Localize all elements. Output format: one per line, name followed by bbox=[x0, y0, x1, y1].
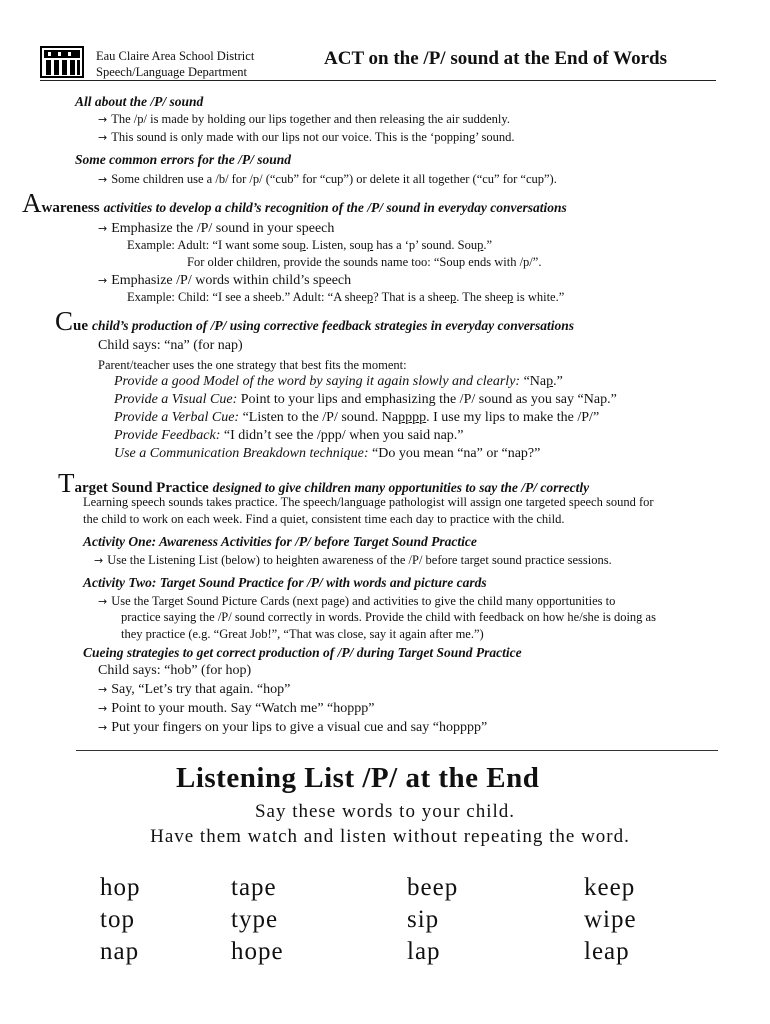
activity-two-item-cont: practice saying the /P/ sound correctly in words. Provide the child with feedback on how he/she is doing as bbox=[121, 610, 656, 624]
cue-strategy: Provide a good Model of the word by saying it again slowly and clearly: “Nap.” bbox=[114, 374, 563, 389]
listening-word: beep bbox=[407, 874, 459, 901]
awareness-example: Example: Adult: “I want some soup. Listen, soup has a ‘p’ sound. Soup.” bbox=[127, 238, 493, 252]
listening-word: tape bbox=[231, 874, 277, 901]
listening-word: type bbox=[231, 906, 279, 933]
cueing-item: → Put your fingers on your lips to give a visual cue and say “hopppp” bbox=[98, 720, 488, 735]
activity-two-item: → Use the Target Sound Picture Cards (next page) and activities to give the child many opportunities to bbox=[98, 594, 616, 608]
cue-desc: child’s production of /P/ using corrective feedback strategies in everyday conversations bbox=[92, 318, 574, 333]
awareness-item: → Emphasize the /P/ sound in your speech bbox=[98, 221, 335, 236]
listening-word: hope bbox=[231, 938, 284, 965]
listening-word: sip bbox=[407, 906, 440, 933]
awareness-heading bbox=[22, 188, 567, 219]
listening-word: lap bbox=[407, 938, 441, 965]
cueing-item: → Say, “Let’s try that again. “hop” bbox=[98, 682, 291, 697]
cueing-item: → Point to your mouth. Say “Watch me” “hoppp” bbox=[98, 701, 375, 716]
listening-word: wipe bbox=[584, 906, 637, 933]
awareness-initial: A bbox=[22, 188, 42, 218]
listening-title: Listening List /P/ at the End bbox=[176, 762, 540, 794]
errors-item: → Some children use a /b/ for /p/ (“cub” for “cup”) or delete it all together (“cu” for “cup”). bbox=[98, 172, 557, 186]
cue-strategy: Use a Communication Breakdown technique: “Do you mean “na” or “nap?” bbox=[114, 446, 541, 461]
awareness-item: → Emphasize /P/ words within child’s speech bbox=[98, 273, 352, 288]
activity-two-item-cont: they practice (e.g. “Great Job!”, “That was close, say it again after me.”) bbox=[121, 627, 484, 641]
listening-word: top bbox=[100, 906, 135, 933]
awareness-example-older: For older children, provide the sounds name too: “Soup ends with /p/”. bbox=[187, 255, 542, 269]
page-title: ACT on the /P/ sound at the End of Words bbox=[324, 48, 667, 69]
awareness-example: Example: Child: “I see a sheeb.” Adult: “A sheep? That is a sheep. The sheep is white.” bbox=[127, 290, 565, 304]
target-desc: designed to give children many opportunities to say the /P/ correctly bbox=[212, 480, 590, 495]
header-rule bbox=[40, 80, 716, 81]
activity-one-item: → Use the Listening List (below) to heighten awareness of the /P/ before target sound practice sessions. bbox=[94, 553, 612, 567]
target-para: the child to work on each week. Find a quiet, consistent time each day to practice with the child. bbox=[83, 512, 565, 526]
listening-instruction: Say these words to your child. bbox=[254, 801, 516, 822]
cueing-child-says: Child says: “hob” (for hop) bbox=[98, 663, 252, 678]
district-logo bbox=[40, 46, 84, 78]
section-divider bbox=[76, 750, 718, 751]
org-department: Speech/Language Department bbox=[96, 65, 247, 79]
activity-one-heading: Activity One: Awareness Activities for /P/ before Target Sound Practice bbox=[83, 534, 477, 549]
cue-parent: Parent/teacher uses the one strategy that best fits the moment: bbox=[98, 358, 407, 372]
cue-child-says: Child says: “na” (for nap) bbox=[98, 338, 243, 353]
target-para: Learning speech sounds takes practice. The speech/language pathologist will assign one targeted speech sound for bbox=[83, 495, 654, 509]
cue-strategy: Provide Feedback: “I didn’t see the /ppp/ when you said nap.” bbox=[114, 428, 464, 443]
listening-word: keep bbox=[584, 874, 636, 901]
listening-instruction: Have them watch and listen without repeating the word. bbox=[150, 826, 630, 847]
cue-strategy: Provide a Visual Cue: Point to your lips and emphasizing the /P/ sound as you say “Nap.” bbox=[114, 392, 617, 407]
cue-strategy: Provide a Verbal Cue: “Listen to the /P/ sound. Napppp. I use my lips to make the /P/” bbox=[114, 410, 600, 425]
listening-word: hop bbox=[100, 874, 141, 901]
listening-word: nap bbox=[100, 938, 140, 965]
cue-heading bbox=[55, 306, 574, 337]
about-item: → The /p/ is made by holding our lips together and then releasing the air suddenly. bbox=[98, 112, 510, 126]
errors-heading: Some common errors for the /P/ sound bbox=[75, 152, 292, 167]
cueing-heading: Cueing strategies to get correct production of /P/ during Target Sound Practice bbox=[83, 645, 522, 660]
cue-initial: C bbox=[55, 306, 74, 336]
awareness-word: wareness bbox=[41, 200, 100, 216]
awareness-desc: activities to develop a child’s recognition of the /P/ sound in everyday conversations bbox=[103, 200, 567, 215]
target-initial: T bbox=[58, 468, 75, 498]
about-heading: All about the /P/ sound bbox=[75, 94, 204, 109]
cue-word: ue bbox=[73, 318, 89, 334]
org-name: Eau Claire Area School District bbox=[96, 49, 255, 63]
target-word: arget Sound Practice bbox=[74, 480, 209, 496]
about-item: → This sound is only made with our lips not our voice. This is the ‘popping’ sound. bbox=[98, 130, 515, 144]
activity-two-heading: Activity Two: Target Sound Practice for /P/ with words and picture cards bbox=[83, 575, 487, 590]
listening-word: leap bbox=[584, 938, 630, 965]
